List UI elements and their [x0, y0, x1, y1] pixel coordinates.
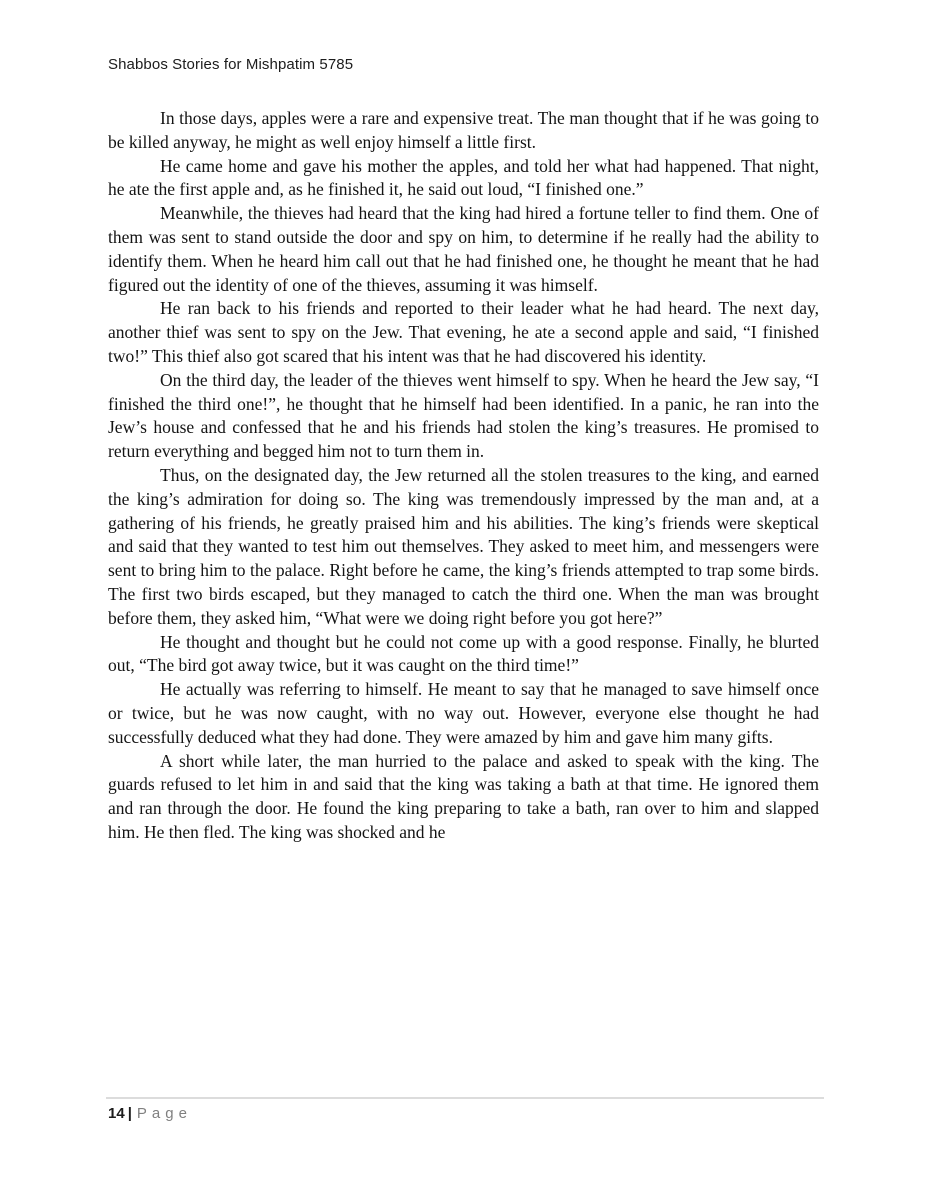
paragraph: Thus, on the designated day, the Jew returned all the stolen treasures to the king, and earned the king’s admiration for doing so. The king was tremendously impressed by the man and, at a gathering of his friends, he greatly praised him and his abilities. The king’s friends were skeptical and said that they wanted to test him out themselves. They asked to meet him, and messengers were sent to bring him to the palace. Right before he came, the king’s friends attempted to trap some birds. The first two birds escaped, but they managed to catch the third one. When the man was brought before them, they asked him, “What were we doing right before you got here?”	[108, 464, 819, 628]
paragraph: Meanwhile, the thieves had heard that the king had hired a fortune teller to find them. One of them was sent to stand outside the door and spy on him, to determine if he really had the ability to identify them. When he heard him call out that he had finished one, he thought he meant that he had figured out the identity of one of the thieves, assuming it was himself.	[108, 203, 819, 295]
paragraph: He came home and gave his mother the apples, and told her what had happened. That night, he ate the first apple and, as he finished it, he said out loud, “I finished one.”	[108, 155, 819, 200]
paragraph: He thought and thought but he could not come up with a good response. Finally, he blurted out, “The bird got away twice, but it was caught on the third time!”	[108, 631, 819, 676]
page-number: 14	[108, 1105, 125, 1122]
footer-separator: |	[127, 1105, 132, 1122]
paragraph: On the third day, the leader of the thieves went himself to spy. When he heard the Jew say, “I finished the third one!”, he thought that he himself had been identified. In a panic, he ran into the Jew’s house and confessed that he and his friends had stolen the king’s treasures. He promised to return everything and begged him not to turn them in.	[108, 369, 819, 462]
paragraph: In those days, apples were a rare and expensive treat. The man thought that if he was going to be killed anyway, he might as well enjoy himself a little first.	[108, 108, 819, 152]
page-label: Page	[136, 1105, 192, 1122]
paragraph: He ran back to his friends and reported to their leader what he had heard. The next day, another thief was sent to spy on the Jew. That evening, he ate a second apple and said, “I finished two!” This thief also got scared that his intent was that he had discovered his identity.	[108, 298, 819, 366]
footer-divider	[106, 1097, 824, 1099]
story-text	[108, 107, 819, 845]
paragraph: A short while later, the man hurried to the palace and asked to speak with the king. The guards refused to let him in and said that the king was taking a bath at that time. He ignored them and ran through the door. He found the king preparing to take a bath, ran over to him and slapped him. He then fled. The king was shocked and he	[108, 750, 819, 842]
paragraph: He actually was referring to himself. He meant to say that he managed to save himself once or twice, but he was now caught, with no way out. However, everyone else thought he had successfully deduced what they had done. They were amazed by him and gave him many gifts.	[108, 679, 819, 747]
page-header-title: Shabbos Stories for Mishpatim 5785	[108, 56, 354, 73]
page-footer	[108, 1105, 192, 1122]
